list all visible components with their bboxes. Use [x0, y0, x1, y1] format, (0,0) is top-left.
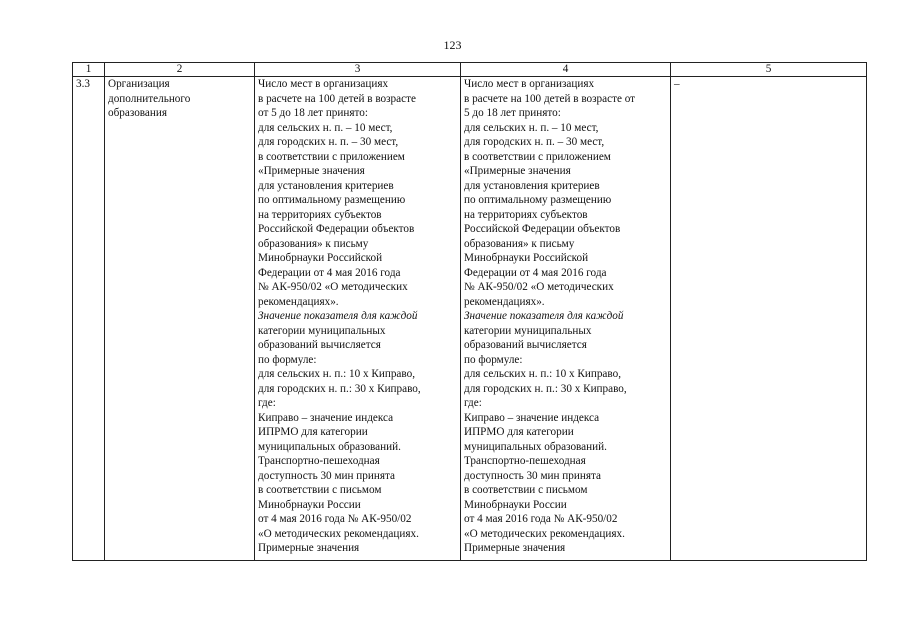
text-line: категории муниципальных — [464, 324, 592, 337]
text-line: Минобрнауки России — [258, 498, 361, 511]
text-line: по формуле: — [464, 353, 523, 366]
text-line: на территориях субъектов — [258, 208, 382, 221]
text-line: для городских н. п. – 30 мест, — [258, 136, 399, 148]
text-line: категории муниципальных — [258, 324, 386, 337]
text-line: ИПРМО для категории — [258, 426, 368, 438]
text-line: образований вычисляется — [258, 339, 381, 351]
text-line: для установления критериев — [464, 179, 600, 192]
text-line: от 5 до 18 лет принято: — [258, 107, 368, 119]
text-line: муниципальных образований. — [464, 440, 607, 453]
text-line: Российской Федерации объектов — [258, 223, 415, 235]
text-line: по формуле: — [258, 353, 317, 366]
col4-cell — [461, 77, 671, 561]
text-line: Транспортно-пешеходная — [464, 455, 586, 467]
header-col-3: 3 — [255, 63, 461, 77]
header-row — [73, 63, 867, 77]
text-line: 5 до 18 лет принято: — [464, 107, 561, 119]
text-line: для установления критериев — [258, 179, 394, 192]
text-line: образования» к письму — [258, 237, 369, 250]
text-line: в расчете на 100 детей в возрасте от — [464, 92, 636, 105]
text-line: муниципальных образований. — [258, 440, 401, 453]
text-line: по оптимальному размещению — [464, 194, 612, 206]
text-line: образований вычисляется — [464, 339, 587, 351]
text-line: Минобрнауки Российской — [258, 252, 383, 264]
text-line: в соответствии с приложением — [464, 150, 611, 163]
text-line: в расчете на 100 детей в возрасте — [258, 92, 416, 105]
text-line: рекомендациях». — [464, 295, 545, 308]
col5-cell: – — [671, 77, 867, 561]
text-line: для городских н. п.: 30 х Киправо, — [464, 382, 627, 395]
header-col-4: 4 — [461, 63, 671, 77]
text-line: в соответствии с приложением — [258, 150, 405, 163]
text-line: № АК-950/02 «О методических — [464, 281, 614, 293]
text-line: для городских н. п. – 30 мест, — [464, 136, 605, 148]
text-line: для сельских н. п.: 10 х Киправо, — [464, 368, 621, 380]
text-line: «Примерные значения — [258, 165, 365, 177]
row-number: 3.3 — [73, 77, 105, 561]
text-line: от 4 мая 2016 года № АК-950/02 — [464, 513, 618, 525]
text-line: № АК-950/02 «О методических — [258, 281, 408, 293]
text-line: Число мест в организациях — [258, 78, 389, 90]
text-line: для сельских н. п. – 10 мест, — [464, 121, 599, 134]
text-line: от 4 мая 2016 года № АК-950/02 — [258, 513, 412, 525]
text-line: где: — [464, 397, 482, 409]
text-line: по оптимальному размещению — [258, 194, 406, 206]
table-row — [73, 77, 867, 561]
text-line: Российской Федерации объектов — [464, 223, 621, 235]
text-line: «О методических рекомендациях. — [258, 527, 419, 540]
text-line: Транспортно-пешеходная — [258, 455, 380, 467]
col3-cell — [255, 77, 461, 561]
text-line: для сельских н. п.: 10 х Киправо, — [258, 368, 415, 380]
page-number: 123 — [443, 38, 462, 52]
text-line: «Примерные значения — [464, 165, 571, 177]
text-line: Значение показателя для каждой — [258, 310, 418, 322]
text-line: рекомендациях». — [258, 295, 339, 308]
text-line: Число мест в организациях — [464, 78, 595, 90]
text-line: для сельских н. п. – 10 мест, — [258, 121, 393, 134]
text-line: Киправо – значение индекса — [464, 411, 600, 424]
text-line: в соответствии с письмом — [258, 484, 382, 496]
header-col-2: 2 — [105, 63, 255, 77]
row-name: Организация дополнительного образования — [105, 77, 255, 561]
text-line: ИПРМО для категории — [464, 426, 574, 438]
text-line: для городских н. п.: 30 х Киправо, — [258, 382, 421, 395]
norms-table — [72, 62, 867, 561]
text-line: Примерные значения — [464, 542, 566, 554]
text-line: «О методических рекомендациях. — [464, 527, 625, 540]
text-line: на территориях субъектов — [464, 208, 588, 221]
text-line: Минобрнауки Российской — [464, 252, 589, 264]
text-line: Федерации от 4 мая 2016 года — [464, 266, 607, 279]
text-line: Киправо – значение индекса — [258, 411, 394, 424]
text-line: Значение показателя для каждой — [464, 310, 624, 322]
text-line: доступность 30 мин принята — [464, 469, 601, 482]
text-line: в соответствии с письмом — [464, 484, 588, 496]
header-col-5: 5 — [671, 63, 867, 77]
header-col-1: 1 — [73, 63, 105, 77]
text-line: образования» к письму — [464, 237, 575, 250]
text-line: Федерации от 4 мая 2016 года — [258, 266, 401, 279]
text-line: доступность 30 мин принята — [258, 469, 395, 482]
text-line: Примерные значения — [258, 542, 360, 554]
text-line: где: — [258, 397, 276, 409]
text-line: Минобрнауки России — [464, 498, 567, 511]
